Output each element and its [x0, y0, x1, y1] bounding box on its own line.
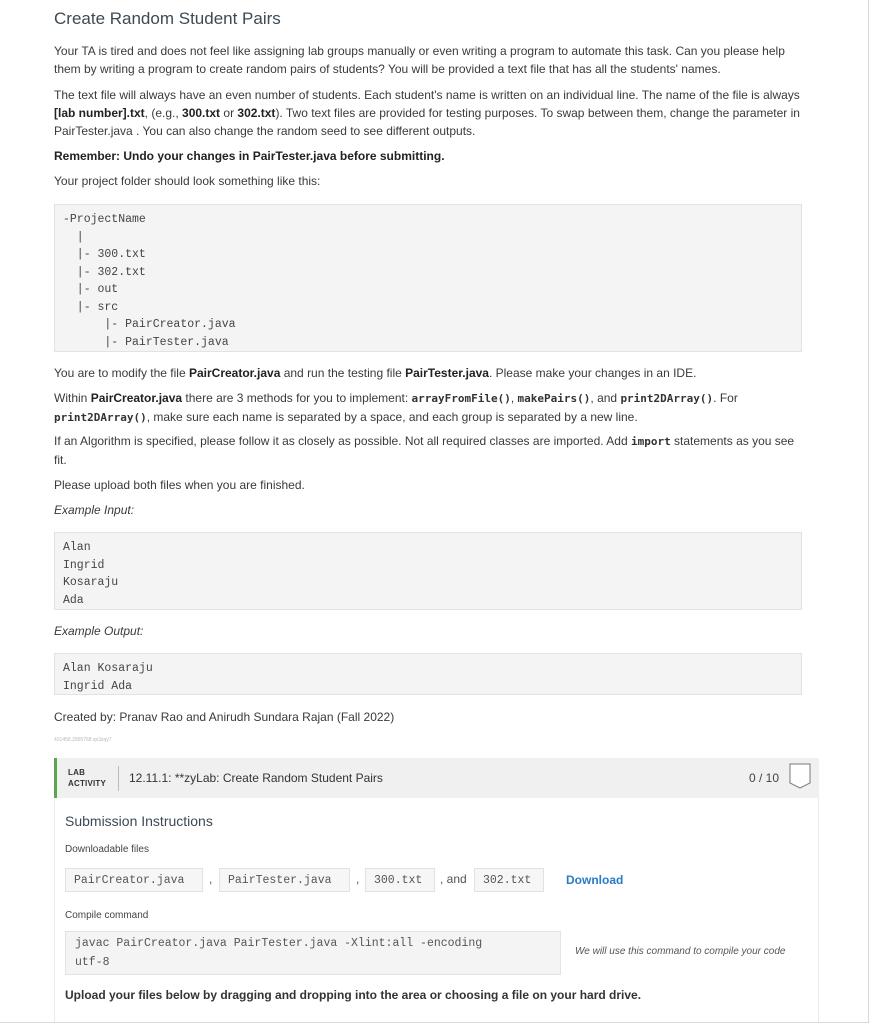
text-span: or — [220, 106, 238, 120]
text-span: and run the testing file — [280, 366, 406, 380]
bold-span: [lab number].txt — [54, 106, 145, 120]
upload-both-note: Please upload both files when you are finished. — [54, 478, 305, 492]
credits: Created by: Pranav Rao and Anirudh Sundara Rajan (Fall 2022) — [54, 710, 395, 724]
example-output-code: Alan Kosaraju Ingrid Ada — [54, 653, 802, 695]
compile-note: We will use this command to compile your code — [575, 946, 786, 957]
example-output-label: Example Output: — [54, 624, 144, 638]
text-span: , (e.g., — [144, 106, 183, 120]
tag-line: ACTIVITY — [68, 779, 107, 788]
completion-badge-icon — [789, 763, 811, 789]
separator: , — [356, 872, 360, 886]
file-chip-paircreator[interactable]: PairCreator.java — [65, 868, 203, 892]
file-chip-pairtester[interactable]: PairTester.java — [219, 868, 350, 892]
folder-tree-code: -ProjectName | |- 300.txt |- 302.txt |- out |- src |- PairCreator.java |- PairTester.java — [54, 204, 802, 352]
separator: , and — [440, 872, 467, 886]
code-span: arrayFromFile() — [411, 392, 511, 405]
compile-command-label: Compile command — [65, 910, 149, 921]
file-paragraph — [54, 86, 804, 140]
text-span: there are 3 methods for you to implement: — [182, 391, 412, 405]
lab-activity — [54, 758, 819, 1023]
upload-instructions: Upload your files below by dragging and dropping into the area or choosing a file on your hard drive. — [65, 988, 642, 1002]
folder-intro: Your project folder should look something like this: — [54, 174, 321, 188]
downloadable-files-label: Downloadable files — [65, 844, 149, 855]
example-input-code: Alan Ingrid Kosaraju Ada — [54, 532, 802, 610]
example-input-label: Example Input: — [54, 503, 135, 517]
text-span: . For — [713, 391, 738, 405]
page-title: Create Random Student Pairs — [54, 9, 281, 28]
bold-span: PairTester.java — [405, 366, 489, 380]
intro-paragraph: Your TA is tired and does not feel like assigning lab groups manually or even writing a program to automate this task. Can you please help them by writing a program to create random pairs of students? You will be provided a text file that has all the students' names. — [54, 44, 785, 76]
submission-title: Submission Instructions — [65, 813, 213, 829]
code-span: makePairs() — [517, 392, 591, 405]
bold-span: PairCreator.java — [90, 391, 183, 405]
tag-line: LAB — [68, 768, 86, 777]
download-link[interactable]: Download — [566, 873, 624, 887]
code-span: print2DArray() — [54, 411, 147, 424]
code-span: import — [630, 435, 671, 448]
text-span: . Please make your changes in an IDE. — [488, 366, 697, 380]
algorithm-paragraph — [54, 432, 804, 469]
lab-title: 12.11.1: **zyLab: Create Random Student Pairs — [129, 771, 383, 785]
text-span: , — [510, 391, 518, 405]
bold-span: 302.txt — [237, 106, 276, 120]
modify-paragraph — [54, 364, 804, 382]
lab-activity-tag — [68, 767, 106, 789]
text-span: If an Algorithm is specified, please follow it as closely as possible. Not all required classes are imported. Add — [54, 434, 631, 448]
text-span: , make sure each name is separated by a space, and each group is separated by a new line. — [146, 410, 638, 424]
bold-span: 300.txt — [182, 106, 221, 120]
activity-id: 421458.2955768.qx3zqy7 — [54, 737, 112, 743]
text-span: You are to modify the file — [54, 366, 189, 380]
separator: , — [209, 872, 213, 886]
compile-command: javac PairCreator.java PairTester.java -Xlint:all -encoding utf-8 — [65, 931, 561, 975]
file-chip-300[interactable]: 300.txt — [365, 868, 435, 892]
file-chip-302[interactable]: 302.txt — [474, 868, 544, 892]
submission-panel — [54, 798, 819, 1023]
methods-paragraph — [54, 389, 804, 427]
bold-span: PairCreator.java — [188, 366, 281, 380]
lab-activity-header — [54, 758, 819, 798]
text-span: statements as you see fit. — [54, 434, 795, 467]
text-span: , and — [590, 391, 621, 405]
text-span: Within — [54, 391, 91, 405]
lab-score: 0 / 10 — [749, 771, 780, 785]
code-span: print2DArray() — [620, 392, 714, 405]
divider — [118, 766, 119, 791]
text-span: ). Two text files are provided for testing purposes. To swap between them, change the parameter in PairTester.java . You can also change the random seed to see different outputs. — [54, 106, 800, 138]
remember-note: Remember: Undo your changes in PairTester.java before submitting. — [54, 149, 445, 163]
text-span: The text file will always have an even number of students. Each student's name is written on an individual line. The name of the file is always — [54, 88, 800, 102]
